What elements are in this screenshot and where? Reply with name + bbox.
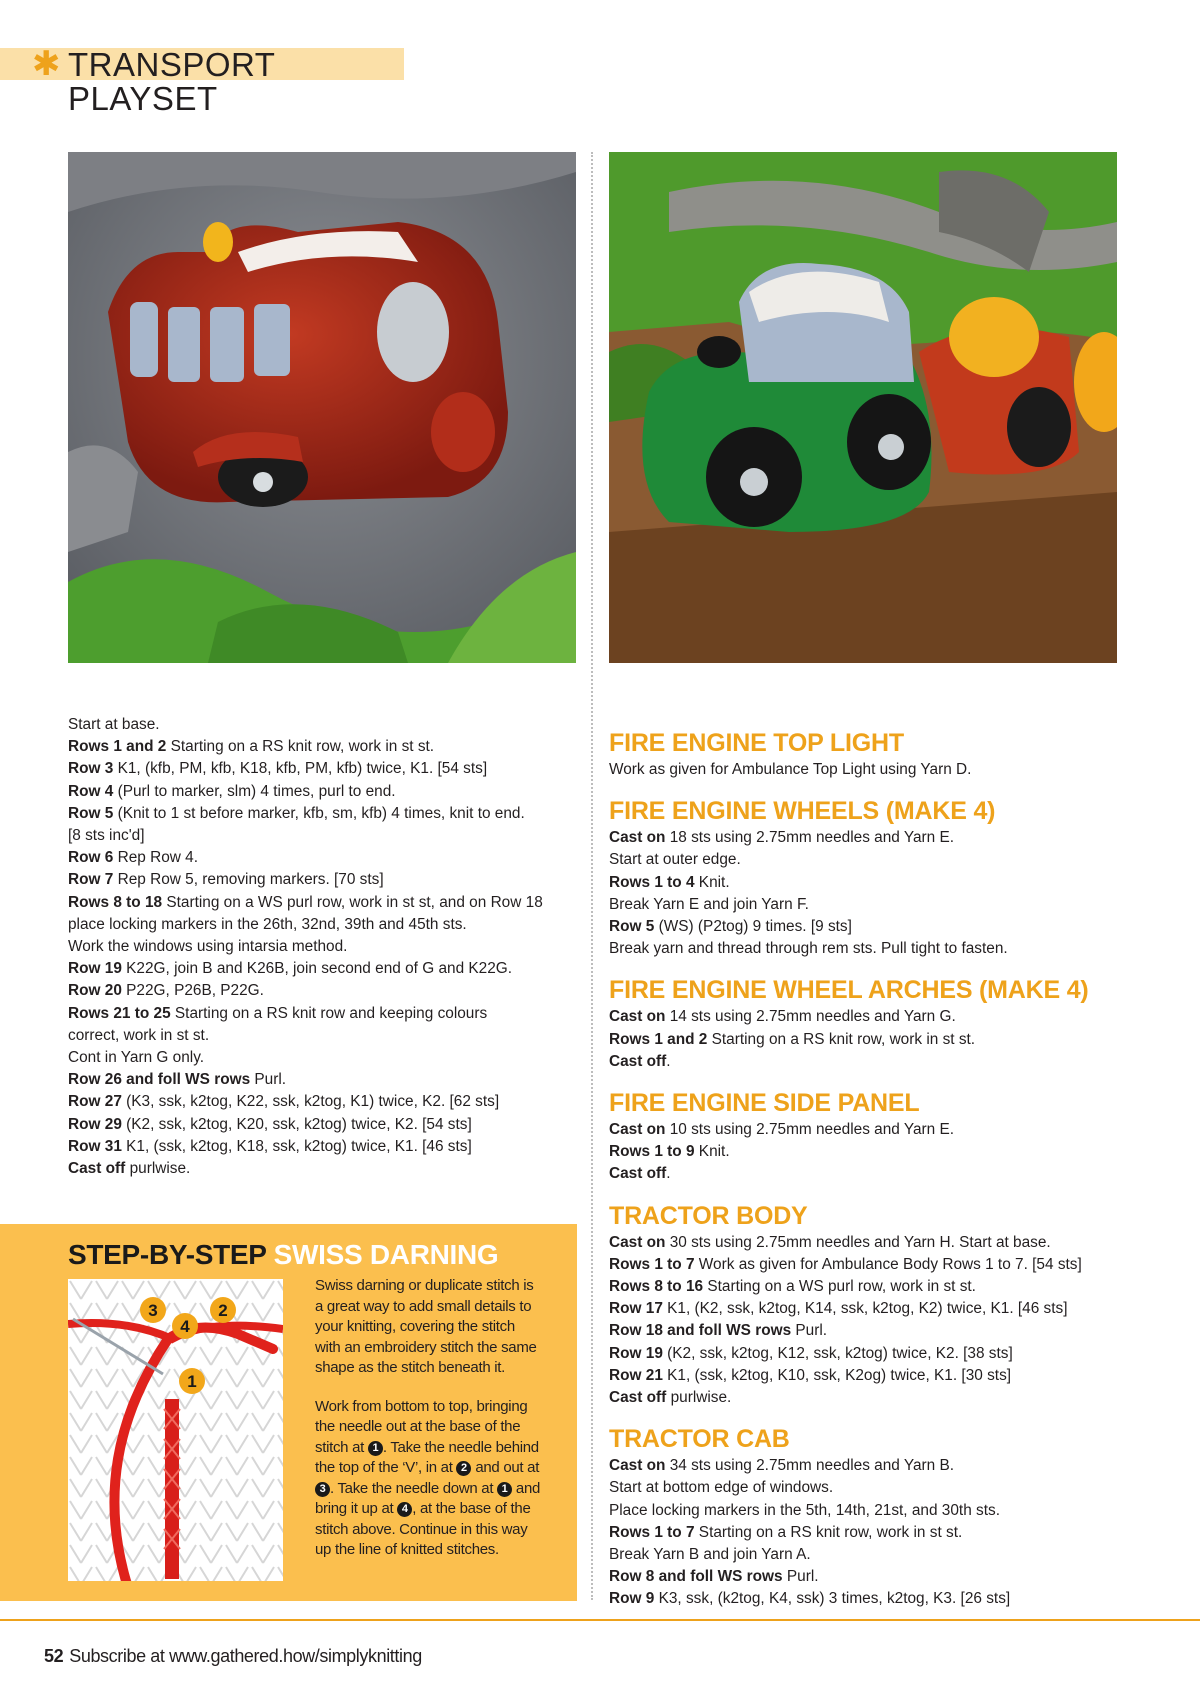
diagram-number-1: 1 <box>187 1372 197 1391</box>
instruction-line <box>609 1051 1129 1073</box>
section-title: FIRE ENGINE WHEELS (MAKE 4) <box>609 797 996 826</box>
instruction-text: (WS) (P2tog) 9 times. [9 sts] <box>654 918 852 936</box>
instruction-line <box>68 980 578 1002</box>
instruction-text: . <box>666 1052 671 1070</box>
instruction-text: Starting on a RS knit row, work in st st. <box>166 738 435 756</box>
instruction-text: Break Yarn E and join Yarn F. <box>609 895 809 913</box>
instruction-line <box>609 1298 1129 1320</box>
instruction-label: Rows 1 to 9 <box>609 1143 695 1161</box>
intro-line: with an embroidery stitch the same <box>315 1338 537 1356</box>
instruction-label: Row 5 <box>68 804 114 822</box>
instruction-text: purlwise. <box>666 1389 732 1407</box>
instruction-line <box>609 1276 1129 1298</box>
instruction-line <box>68 1114 578 1136</box>
instruction-line <box>68 825 578 847</box>
instruction-text: 14 sts using 2.75mm needles and Yarn G. <box>665 1008 956 1026</box>
instruction-line <box>68 1091 578 1113</box>
instruction-text: Work as given for Ambulance Top Light using Yarn D. <box>609 761 972 778</box>
instruction-label: Rows 1 and 2 <box>68 738 167 756</box>
instruction-text: K1, (K2, ssk, k2tog, K14, ssk, k2tog, K2) twice, K1. [46 sts] <box>662 1300 1068 1318</box>
instruction-line <box>68 936 578 958</box>
instruction-text: K1, (ssk, k2tog, K10, ssk, K2og) twice, K1. [30 sts] <box>662 1366 1012 1384</box>
instruction-text: Rep Row 4. <box>113 849 199 867</box>
instruction-text: place locking markers in the 26th, 32nd, 39th and 45th sts. <box>68 915 467 933</box>
instruction-label: Cast off <box>609 1165 667 1183</box>
instruction-text: Starting on a RS knit row, work in st st. <box>707 1030 976 1048</box>
instruction-text: Starting on a WS purl row, work in st st. <box>703 1278 976 1296</box>
diagram-number-2: 2 <box>218 1301 228 1320</box>
instruction-text: 10 sts using 2.75mm needles and Yarn E. <box>665 1121 955 1139</box>
instruction-line <box>68 736 578 758</box>
step-line: bring it up at 4 , at the base of the <box>315 1500 531 1517</box>
instruction-label: Row 4 <box>68 782 114 800</box>
instruction-text: Starting on a RS knit row and keeping colours <box>170 1004 488 1022</box>
step-number-icon: 2 <box>456 1461 471 1476</box>
instruction-label: Row 19 <box>609 1344 663 1362</box>
section-body <box>609 759 1129 781</box>
instruction-text: Start at bottom edge of windows. <box>609 1479 834 1497</box>
instruction-text: Purl. <box>782 1568 819 1586</box>
page-footer <box>44 1646 422 1667</box>
instruction-line <box>609 849 1129 871</box>
step-line: up the line of knitted stitches. <box>315 1541 499 1558</box>
instruction-label: Cast on <box>609 1121 666 1139</box>
instruction-line <box>68 758 578 780</box>
section-body <box>609 1006 1129 1073</box>
instruction-label: Row 21 <box>609 1366 663 1384</box>
instruction-line <box>609 1477 1129 1499</box>
instruction-label: Row 6 <box>68 849 114 867</box>
instruction-line <box>609 1455 1129 1477</box>
instruction-label: Row 5 <box>609 918 655 936</box>
instruction-label: Row 9 <box>609 1590 655 1608</box>
section-title: TRACTOR CAB <box>609 1425 790 1454</box>
instruction-line <box>609 1029 1129 1051</box>
step-line: the top of the ‘V’, in at 2 and out at <box>315 1459 540 1476</box>
instruction-line <box>68 914 578 936</box>
section-title: FIRE ENGINE TOP LIGHT <box>609 729 904 757</box>
pattern-section <box>609 1088 1129 1186</box>
instruction-line <box>609 1544 1129 1566</box>
tractor-photo <box>609 152 1117 663</box>
instruction-line <box>609 1588 1129 1610</box>
swiss-darning-text <box>315 1276 560 1561</box>
instruction-label: Row 26 and foll WS rows <box>68 1071 251 1089</box>
step-number-icon: 4 <box>397 1502 412 1517</box>
instruction-line <box>609 916 1129 938</box>
step-number-icon: 3 <box>315 1482 330 1497</box>
instruction-line <box>68 869 578 891</box>
instruction-text: K1, (ssk, k2tog, K18, ssk, k2tog) twice, K1. [46 sts] <box>121 1137 472 1155</box>
instruction-label: Cast off <box>609 1052 667 1070</box>
swiss-darning-diagram <box>68 1279 283 1581</box>
instruction-label: Rows 1 to 7 <box>609 1255 695 1273</box>
instruction-line <box>68 1047 578 1069</box>
instruction-line <box>68 1136 578 1158</box>
instruction-line <box>609 1119 1129 1141</box>
swiss-darning-box <box>0 1224 577 1601</box>
section-body <box>609 1455 1129 1610</box>
diagram-number-3: 3 <box>148 1301 158 1320</box>
intro-line: your knitting, covering the stitch <box>315 1318 515 1335</box>
column-divider <box>591 152 593 1600</box>
instruction-text: [8 sts inc'd] <box>68 827 145 845</box>
subscribe-link[interactable]: Subscribe at www.gathered.how/simplyknitting <box>69 1646 422 1666</box>
instruction-line <box>609 1254 1129 1276</box>
instruction-line <box>609 1365 1129 1387</box>
instruction-label: Cast on <box>609 1457 666 1475</box>
instruction-line <box>609 1320 1129 1342</box>
instruction-text: Starting on a RS knit row, work in st st. <box>694 1523 963 1541</box>
instruction-line <box>609 1343 1129 1365</box>
instruction-label: Cast off <box>609 1389 667 1407</box>
instruction-text: Start at outer edge. <box>609 851 741 869</box>
intro-line: shape as the stitch beneath it. <box>315 1359 505 1376</box>
footer-rule <box>0 1619 1200 1621</box>
instruction-text: Start at base. <box>68 716 160 733</box>
instruction-line <box>68 714 578 736</box>
instruction-text: K1, (kfb, PM, kfb, K18, kfb, PM, kfb) twice, K1. [54 sts] <box>113 760 488 778</box>
instruction-line <box>609 872 1129 894</box>
instruction-line <box>609 759 1129 781</box>
instruction-line <box>68 847 578 869</box>
instruction-label: Rows 8 to 18 <box>68 893 163 911</box>
instruction-text: (Knit to 1 st before marker, kfb, sm, kfb) 4 times, knit to end. <box>113 804 525 822</box>
instruction-text: K3, ssk, (k2tog, K4, ssk) 3 times, k2tog, K3. [26 sts] <box>654 1590 1011 1608</box>
instruction-text: P22G, P26B, P22G. <box>121 982 264 1000</box>
instruction-text: Cont in Yarn G only. <box>68 1049 205 1067</box>
instruction-line <box>68 803 578 825</box>
instruction-text: 34 sts using 2.75mm needles and Yarn B. <box>665 1457 955 1475</box>
instruction-line <box>68 892 578 914</box>
section-title: TRACTOR BODY <box>609 1201 808 1230</box>
instruction-line <box>609 1163 1129 1185</box>
instruction-line <box>68 1003 578 1025</box>
instruction-text: 30 sts using 2.75mm needles and Yarn H. Start at base. <box>665 1233 1051 1251</box>
instruction-label: Cast on <box>609 829 666 847</box>
instruction-text: Knit. <box>694 873 730 891</box>
instruction-text: purlwise. <box>125 1160 191 1178</box>
instruction-label: Row 18 and foll WS rows <box>609 1322 792 1340</box>
instruction-line <box>609 894 1129 916</box>
pattern-section <box>609 728 1129 781</box>
asterisk-flower-icon: ✱ <box>32 44 61 84</box>
instruction-line <box>68 958 578 980</box>
step-line: the needle out at the base of the <box>315 1418 521 1435</box>
step-number-icon: 1 <box>497 1482 512 1497</box>
instruction-label: Rows 1 to 4 <box>609 873 695 891</box>
instruction-line <box>609 938 1129 960</box>
instruction-text: Purl. <box>250 1071 287 1089</box>
section-body <box>609 1232 1129 1410</box>
instruction-line <box>68 1025 578 1047</box>
section-title: FIRE ENGINE WHEEL ARCHES (MAKE 4) <box>609 976 1089 1005</box>
instruction-text: Break yarn and thread through rem sts. Pull tight to fasten. <box>609 940 1008 958</box>
step-number-icon: 1 <box>368 1441 383 1456</box>
diagram-number-4: 4 <box>180 1317 190 1336</box>
instruction-line <box>609 1141 1129 1163</box>
instruction-line <box>68 1069 578 1091</box>
pattern-section <box>609 1424 1129 1610</box>
page-title: TRANSPORT PLAYSET <box>68 46 275 117</box>
box-title-light: SWISS DARNING <box>266 1239 499 1270</box>
step-line: stitch above. Continue in this way <box>315 1520 528 1538</box>
instruction-text: (K3, ssk, k2tog, K22, ssk, k2tog, K1) twice, K2. [62 sts] <box>121 1093 500 1111</box>
instruction-text: Break Yarn B and join Yarn A. <box>609 1546 811 1564</box>
instruction-label: Row 7 <box>68 871 114 889</box>
instruction-text: Starting on a WS purl row, work in st st, and on Row 18 <box>162 893 543 911</box>
instruction-text: Work the windows using intarsia method. <box>68 938 348 956</box>
instruction-label: Row 17 <box>609 1300 663 1318</box>
instruction-label: Row 31 <box>68 1137 122 1155</box>
instruction-line <box>68 781 578 803</box>
instruction-text: Work as given for Ambulance Body Rows 1 to 7. [54 sts] <box>694 1255 1082 1273</box>
step-line: 3 . Take the needle down at 1 and <box>315 1479 560 1500</box>
page-number: 52 <box>44 1646 64 1666</box>
intro-line: a great way to add small details to <box>315 1297 532 1315</box>
intro-line: Swiss darning or duplicate stitch is <box>315 1277 534 1294</box>
instruction-line <box>609 1387 1129 1409</box>
instruction-line <box>609 1522 1129 1544</box>
fire-engine-body-instructions <box>68 714 578 1180</box>
instruction-text: Purl. <box>791 1322 828 1340</box>
section-body <box>609 1119 1129 1186</box>
pattern-section <box>609 796 1129 960</box>
instruction-line <box>609 1566 1129 1588</box>
instruction-label: Row 20 <box>68 982 122 1000</box>
instruction-label: Rows 8 to 16 <box>609 1278 704 1296</box>
instruction-text: (K2, ssk, k2tog, K12, ssk, k2tog) twice, K2. [38 sts] <box>662 1344 1013 1362</box>
instruction-label: Cast on <box>609 1233 666 1251</box>
instruction-text: . <box>666 1165 671 1183</box>
section-title: FIRE ENGINE SIDE PANEL <box>609 1089 920 1118</box>
step-line: Work from bottom to top, bringing <box>315 1397 528 1415</box>
swiss-darning-title <box>68 1238 498 1272</box>
instruction-label: Cast off <box>68 1160 126 1178</box>
instruction-text: Knit. <box>694 1143 730 1161</box>
instruction-line <box>68 1158 578 1180</box>
instruction-label: Row 27 <box>68 1093 122 1111</box>
instruction-label: Row 29 <box>68 1115 122 1133</box>
instruction-text: Rep Row 5, removing markers. [70 sts] <box>113 871 384 889</box>
section-body <box>609 827 1129 960</box>
instruction-text: (Purl to marker, slm) 4 times, purl to end. <box>113 782 396 800</box>
instruction-line <box>609 1232 1129 1254</box>
instruction-line <box>609 1500 1129 1522</box>
instruction-text: Place locking markers in the 5th, 14th, 21st, and 30th sts. <box>609 1501 1000 1519</box>
instruction-text: 18 sts using 2.75mm needles and Yarn E. <box>665 829 955 847</box>
instruction-label: Rows 21 to 25 <box>68 1004 171 1022</box>
instruction-label: Row 8 and foll WS rows <box>609 1568 783 1586</box>
instruction-label: Row 3 <box>68 760 114 778</box>
pattern-section <box>609 1201 1129 1410</box>
instruction-label: Row 19 <box>68 960 122 978</box>
section-header <box>0 44 404 117</box>
instruction-text: correct, work in st st. <box>68 1026 210 1044</box>
instruction-label: Rows 1 to 7 <box>609 1523 695 1541</box>
pattern-sections <box>609 728 1129 1626</box>
instruction-label: Cast on <box>609 1008 666 1026</box>
fire-engine-photo <box>68 152 576 663</box>
instruction-text: K22G, join B and K26B, join second end of G and K22G. <box>121 960 513 978</box>
box-title-dark: STEP-BY-STEP <box>68 1239 267 1270</box>
step-line: stitch at 1 . Take the needle behind <box>315 1438 539 1456</box>
instruction-line <box>609 1006 1129 1028</box>
instruction-line <box>609 827 1129 849</box>
instruction-text: (K2, ssk, k2tog, K20, ssk, k2tog) twice, K2. [54 sts] <box>121 1115 472 1133</box>
pattern-section <box>609 975 1129 1073</box>
instruction-label: Rows 1 and 2 <box>609 1030 708 1048</box>
